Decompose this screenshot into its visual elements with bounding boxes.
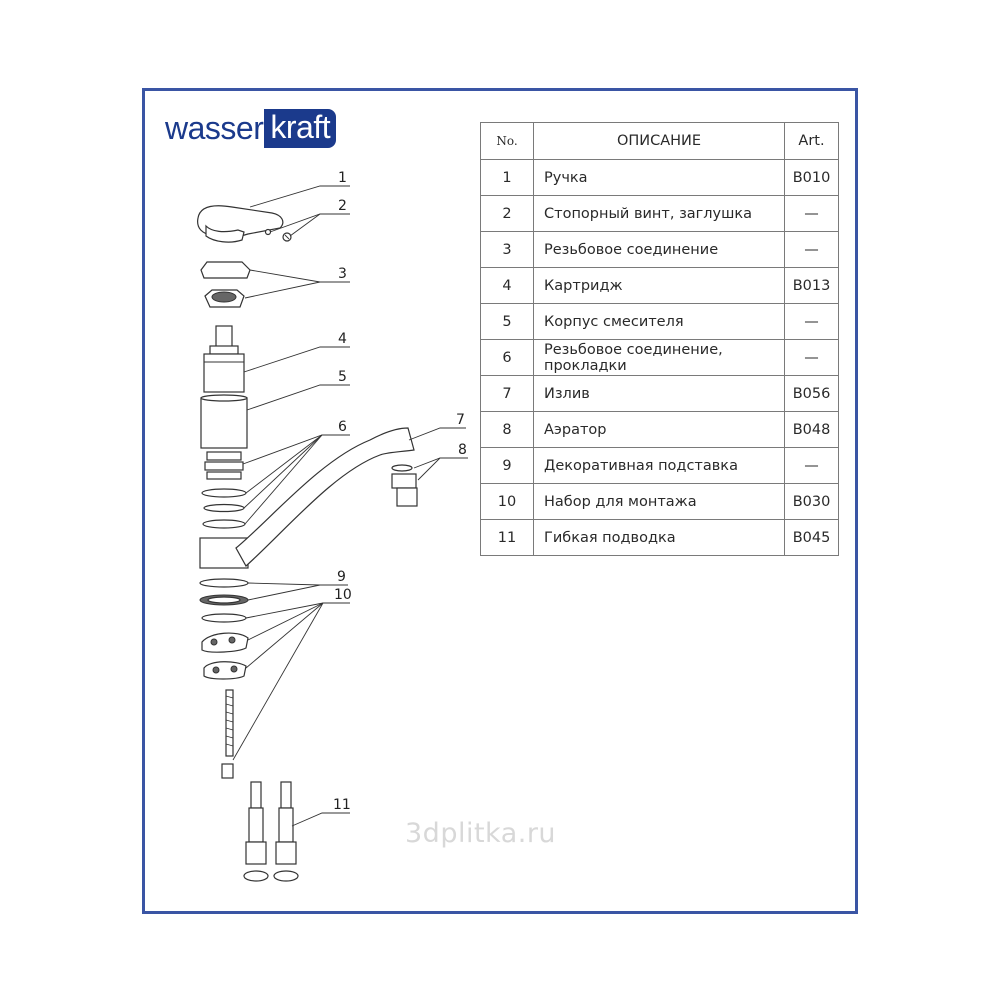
callout-9: 9 bbox=[337, 569, 346, 585]
cell-art: — bbox=[785, 340, 839, 376]
cell-art: B013 bbox=[785, 268, 839, 304]
callout-10: 10 bbox=[334, 587, 352, 603]
watermark: 3dplitka.ru bbox=[405, 818, 557, 849]
cell-art: — bbox=[785, 304, 839, 340]
cell-art: — bbox=[785, 196, 839, 232]
decorative-base-part bbox=[200, 579, 248, 605]
cell-description: Картридж bbox=[534, 268, 785, 304]
cell-description: Стопорный винт, заглушка bbox=[534, 196, 785, 232]
leader-lines bbox=[233, 186, 468, 826]
cell-no: 8 bbox=[481, 412, 534, 448]
cell-description: Набор для монтажа bbox=[534, 484, 785, 520]
cell-art: B045 bbox=[785, 520, 839, 556]
cell-no: 11 bbox=[481, 520, 534, 556]
cell-description: Корпус смесителя bbox=[534, 304, 785, 340]
cell-description: Декоративная подставка bbox=[534, 448, 785, 484]
cell-description: Ручка bbox=[534, 160, 785, 196]
mixer-body-part bbox=[201, 395, 247, 479]
gaskets-part bbox=[202, 489, 246, 528]
callout-6: 6 bbox=[338, 419, 347, 435]
cell-description: Резьбовое соединение bbox=[534, 232, 785, 268]
callout-11: 11 bbox=[333, 797, 351, 813]
cell-art: B010 bbox=[785, 160, 839, 196]
cell-no: 6 bbox=[481, 340, 534, 376]
cell-description: Аэратор bbox=[534, 412, 785, 448]
cell-no: 10 bbox=[481, 484, 534, 520]
header-description: ОПИСАНИЕ bbox=[534, 123, 785, 160]
flexible-hoses-part bbox=[244, 782, 298, 881]
brand-logo-text-kraft: kraft bbox=[264, 109, 336, 148]
cell-description: Гибкая подводка bbox=[534, 520, 785, 556]
header-art: Art. bbox=[785, 123, 839, 160]
cell-art: B056 bbox=[785, 376, 839, 412]
cell-no: 2 bbox=[481, 196, 534, 232]
callout-5: 5 bbox=[338, 369, 347, 385]
cell-no: 5 bbox=[481, 304, 534, 340]
callout-7: 7 bbox=[456, 412, 465, 428]
cartridge-part bbox=[204, 326, 244, 392]
threaded-connection-part bbox=[201, 262, 250, 307]
callout-2: 2 bbox=[338, 198, 347, 214]
cell-description: Излив bbox=[534, 376, 785, 412]
mounting-kit-part bbox=[202, 614, 248, 778]
cell-art: — bbox=[785, 448, 839, 484]
cell-no: 7 bbox=[481, 376, 534, 412]
callout-8: 8 bbox=[458, 442, 467, 458]
callout-4: 4 bbox=[338, 331, 347, 347]
cell-art: B048 bbox=[785, 412, 839, 448]
callout-3: 3 bbox=[338, 266, 347, 282]
cell-no: 3 bbox=[481, 232, 534, 268]
cell-art: — bbox=[785, 232, 839, 268]
brand-logo-text-wasser: wasser bbox=[165, 109, 264, 146]
cell-no: 9 bbox=[481, 448, 534, 484]
header-no: No. bbox=[481, 123, 534, 160]
aerator-part bbox=[392, 465, 417, 506]
cell-description: Резьбовое соединение, прокладки bbox=[534, 340, 785, 376]
cell-no: 4 bbox=[481, 268, 534, 304]
callout-1: 1 bbox=[338, 170, 347, 186]
cell-art: B030 bbox=[785, 484, 839, 520]
handle-part bbox=[198, 206, 283, 242]
cell-no: 1 bbox=[481, 160, 534, 196]
screw-cap-part bbox=[266, 230, 292, 242]
